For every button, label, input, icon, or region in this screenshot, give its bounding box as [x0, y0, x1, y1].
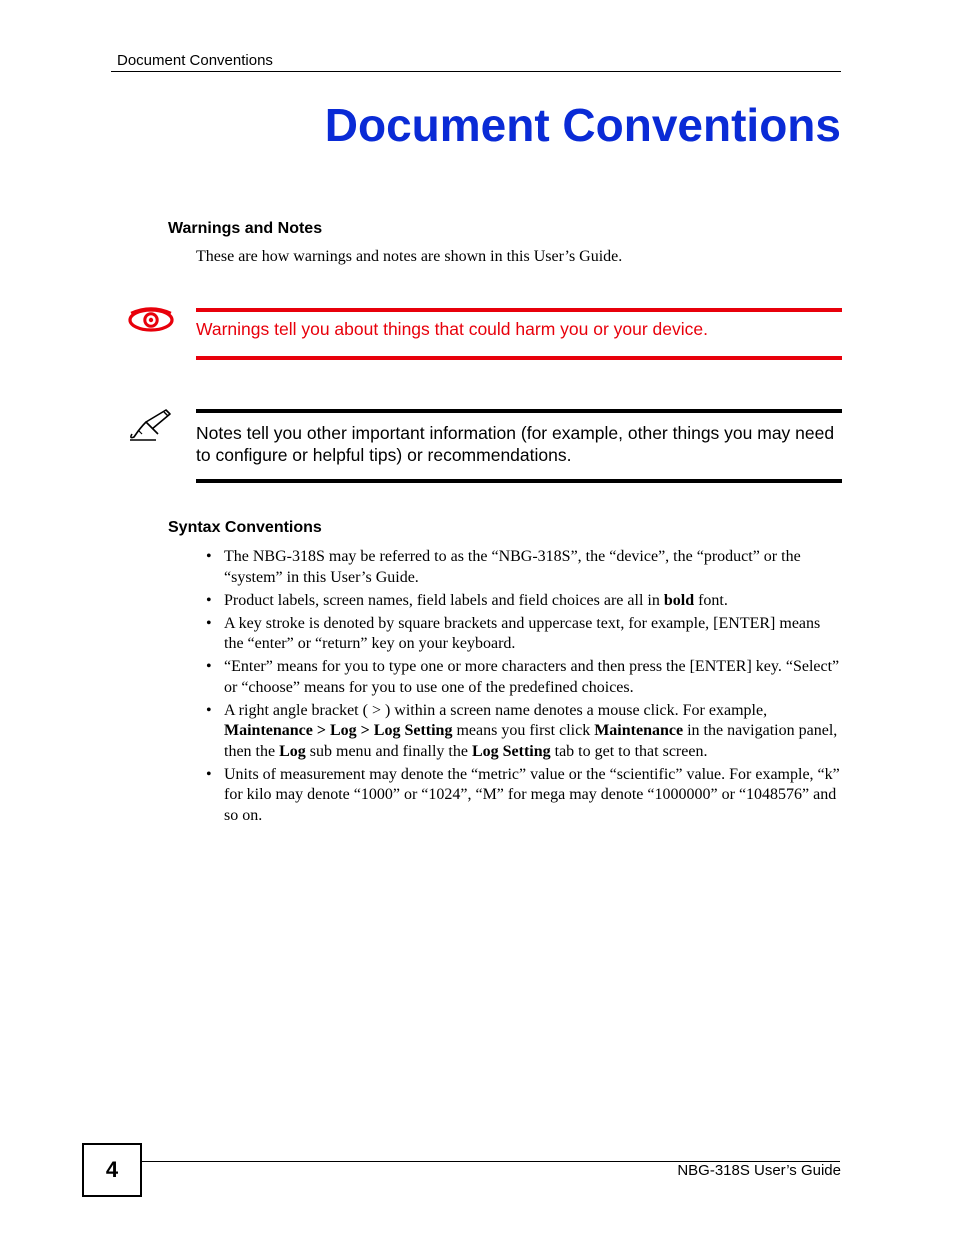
syntax-conventions-list — [200, 547, 840, 829]
footer-guide-name: NBG-318S User’s Guide — [677, 1162, 841, 1179]
warning-bottom-bar — [196, 356, 842, 360]
list-text: means you first click — [452, 722, 595, 739]
list-text: A right angle bracket ( > ) within a screen name denotes a mouse click. For example, — [224, 701, 768, 719]
list-text: A key stroke is denoted by square brackets and uppercase text, for example, [ENTER] means the “enter” or “return” key on your keyboard. — [224, 614, 821, 652]
bold-text: Log Setting — [471, 742, 551, 760]
warnings-intro: These are how warnings and notes are shown in this User’s Guide. — [196, 248, 623, 265]
warning-text: Warnings tell you about things that could harm you or your device. — [196, 319, 708, 339]
syntax-list-item — [200, 701, 840, 763]
list-text: The NBG-318S may be referred to as the “NBG-318S”, the “device”, the “product” or the “system” in this User’s Guide. — [224, 548, 801, 586]
warning-top-bar — [196, 308, 842, 312]
list-text: Units of measurement may denote the “metric” value or the “scientific” value. For example, “k” for kilo may denote “1000” or “1024”, “M” for mega may denote “1000000” or “1048576” and so on. — [224, 765, 840, 824]
page-title: Document Conventions — [324, 99, 841, 151]
syntax-list-item — [200, 591, 840, 612]
warnings-notes-heading: Warnings and Notes — [168, 220, 323, 237]
bold-text: Maintenance > Log > Log Setting — [224, 722, 453, 739]
note-bottom-bar — [196, 479, 842, 483]
syntax-list-item — [200, 547, 840, 588]
bold-text: Maintenance — [594, 722, 684, 739]
list-text: “Enter” means for you to type one or more characters and then press the [ENTER] key. “Select” or “choose” means for you to use one of the predefined choices. — [224, 658, 840, 696]
syntax-list-item — [200, 765, 840, 827]
pen-icon — [126, 408, 174, 442]
list-text: tab to get to that screen. — [550, 742, 708, 760]
syntax-list-item — [200, 657, 840, 698]
list-text: in the navigation panel, then the — [224, 722, 838, 760]
bold-text: Log — [279, 742, 306, 760]
list-text: font. — [694, 591, 728, 609]
bold-text: bold — [663, 591, 695, 609]
syntax-conventions-heading: Syntax Conventions — [168, 519, 322, 536]
running-header: Document Conventions — [117, 52, 273, 69]
list-text: Product labels, screen names, field labels and field choices are all in — [224, 591, 664, 609]
note-text: Notes tell you other important information (for example, other things you may need to configure or helpful tips) or recommendations. — [196, 423, 835, 465]
note-top-bar — [196, 409, 842, 413]
header-rule — [111, 71, 841, 72]
syntax-list-item — [200, 614, 840, 655]
eye-icon — [127, 307, 175, 333]
list-text: sub menu and finally the — [305, 742, 472, 760]
page-number: 4 — [82, 1143, 142, 1197]
